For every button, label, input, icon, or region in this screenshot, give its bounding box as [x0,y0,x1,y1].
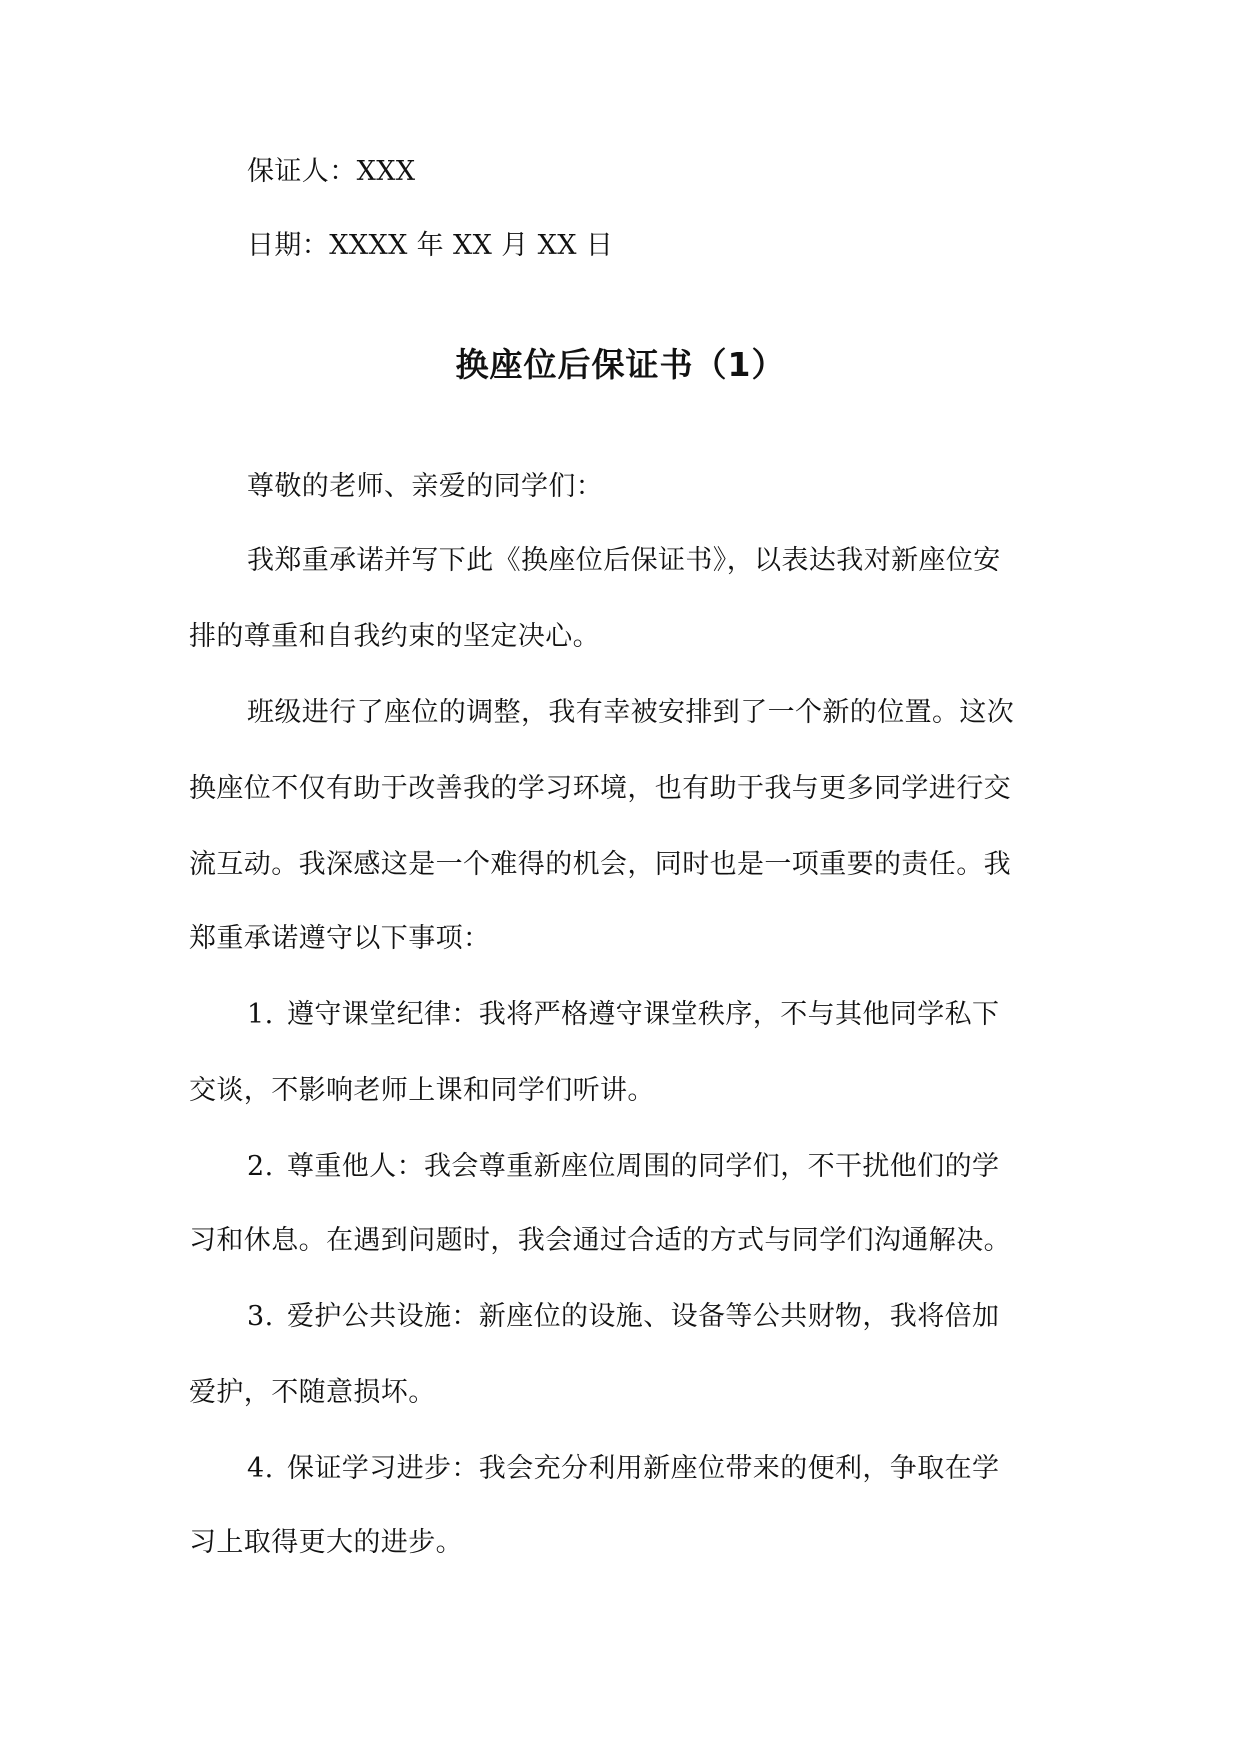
list-item-4-line-2: 习上取得更大的进步。 [189,1527,463,1558]
paragraph-2-line-3: 流互动。我深感这是一个难得的机会，同时也是一项重要的责任。我 [189,849,1011,880]
list-item-3-line-1 [247,1297,999,1337]
list-item-1-line-1 [247,995,999,1035]
list-item-1-line-2: 交谈，不影响老师上课和同学们听讲。 [189,1075,655,1106]
document-title: 换座位后保证书（1） [455,345,786,384]
paragraph-1-line-2: 排的尊重和自我约束的坚定决心。 [189,621,600,652]
paragraph-2-line-1: 班级进行了座位的调整，我有幸被安排到了一个新的位置。这次 [247,697,1015,728]
paragraph-1-line-1: 我郑重承诺并写下此《换座位后保证书》，以表达我对新座位安 [247,545,1001,576]
date-line: 日期：XXXX 年 XX 月 XX 日 [247,230,614,261]
list-item-2-line-1 [247,1147,999,1187]
list-item-text: 遵守课堂纪律：我将严格遵守课堂秩序，不与其他同学私下 [287,999,1000,1030]
list-item-2-line-2: 习和休息。在遇到问题时，我会通过合适的方式与同学们沟通解决。 [189,1225,1011,1256]
paragraph-2-line-2: 换座位不仅有助于改善我的学习环境，也有助于我与更多同学进行交 [189,773,1011,804]
salutation: 尊敬的老师、亲爱的同学们： [247,471,604,502]
list-item-text: 保证学习进步：我会充分利用新座位带来的便利，争取在学 [287,1453,1000,1484]
guarantor-line: 保证人：XXX [247,156,416,187]
list-item-number: 1. [247,999,274,1030]
list-item-number: 4. [247,1453,274,1484]
list-item-number: 2. [247,1151,274,1182]
list-item-4-line-1 [247,1449,999,1489]
list-item-text: 爱护公共设施：新座位的设施、设备等公共财物，我将倍加 [287,1301,1000,1332]
list-item-3-line-2: 爱护，不随意损坏。 [189,1377,436,1408]
paragraph-2-line-4: 郑重承诺遵守以下事项： [189,923,491,954]
list-item-number: 3. [247,1301,274,1332]
list-item-text: 尊重他人：我会尊重新座位周围的同学们，不干扰他们的学 [287,1151,1000,1182]
